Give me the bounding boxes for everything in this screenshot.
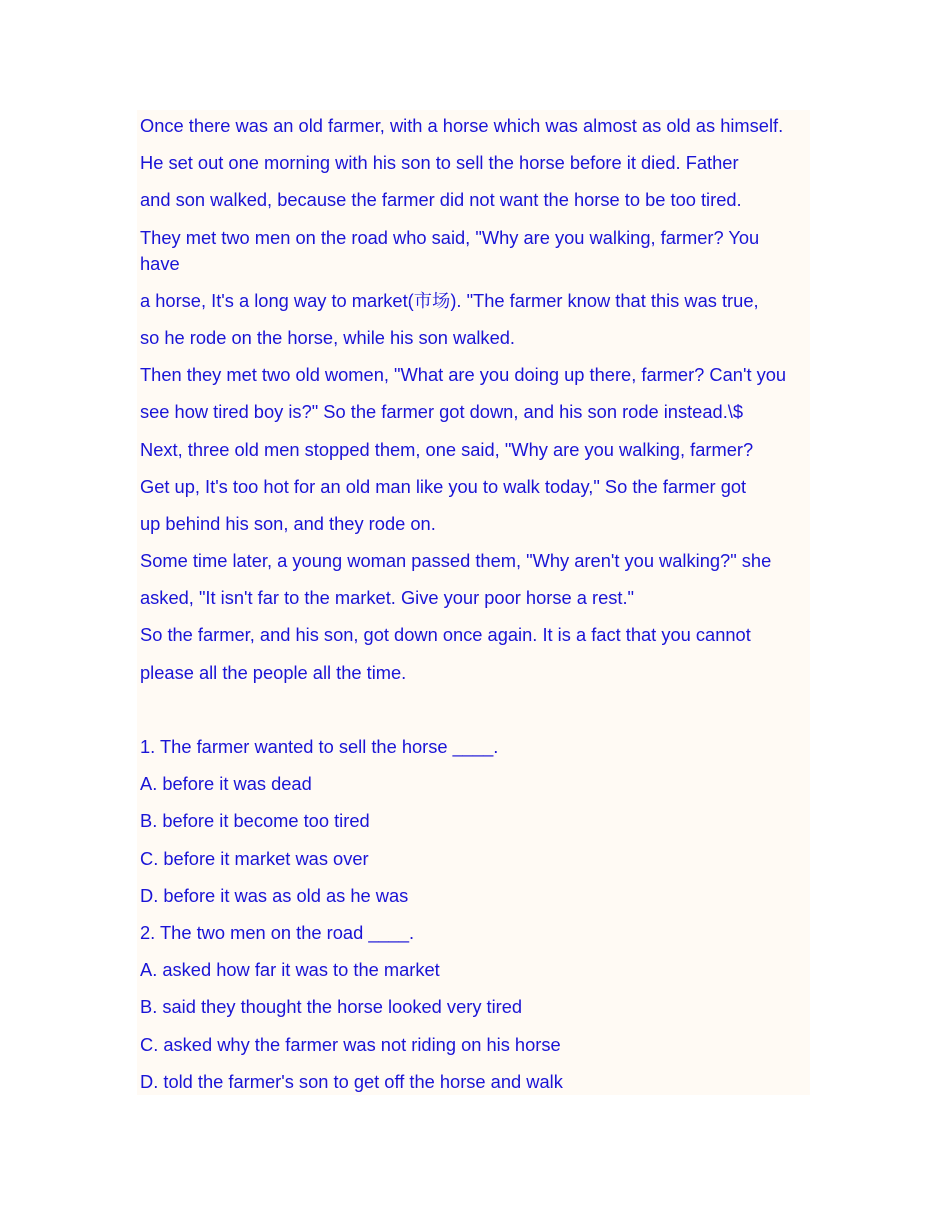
passage-line: have — [140, 252, 180, 274]
blank-line — [140, 697, 820, 734]
answer-option: A. asked how far it was to the market — [140, 959, 440, 981]
passage-line: so he rode on the horse, while his son walked. — [140, 326, 515, 348]
passage-line: He set out one morning with his son to sell the horse before it died. Father — [140, 152, 739, 174]
answer-option: D. told the farmer's son to get off the horse and walk — [140, 1070, 563, 1092]
passage-line: Some time later, a young woman passed them, "Why aren't you walking?" she — [140, 550, 772, 572]
question-stem: 1. The farmer wanted to sell the horse ____. — [140, 736, 499, 757]
answer-option: C. before it market was over — [140, 847, 369, 869]
passage-line: Next, three old men stopped them, one said, "Why are you walking, farmer? — [140, 438, 754, 460]
passage-line: a horse, It's a long way to market(市场). "The farmer know that this was true, — [140, 289, 759, 311]
passage-line: asked, "It isn't far to the market. Give your poor horse a rest." — [140, 587, 635, 609]
passage-line: Then they met two old women, "What are you doing up there, farmer? Can't you — [140, 364, 787, 386]
answer-option: D. before it was as old as he was — [140, 884, 409, 906]
document-body — [140, 113, 820, 1106]
passage-line: see how tired boy is?" So the farmer got down, and his son rode instead.\$ — [140, 401, 744, 423]
answer-option: B. before it become too tired — [140, 810, 370, 832]
answer-option: B. said they thought the horse looked very tired — [140, 996, 523, 1018]
passage-line: up behind his son, and they rode on. — [140, 512, 436, 534]
passage-line: So the farmer, and his son, got down once again. It is a fact that you cannot — [140, 624, 751, 646]
question-stem: 2. The two men on the road ____. — [140, 921, 415, 943]
passage-line: They met two men on the road who said, "Why are you walking, farmer? You — [140, 226, 760, 248]
passage-line: Get up, It's too hot for an old man like you to walk today," So the farmer got — [140, 475, 747, 497]
passage-line: and son walked, because the farmer did not want the horse to be too tired. — [140, 189, 742, 211]
passage-line: please all the people all the time. — [140, 661, 407, 683]
answer-option: C. asked why the farmer was not riding on his horse — [140, 1033, 561, 1055]
answer-option: A. before it was dead — [140, 773, 312, 795]
passage-line: Once there was an old farmer, with a horse which was almost as old as himself. — [140, 115, 784, 136]
